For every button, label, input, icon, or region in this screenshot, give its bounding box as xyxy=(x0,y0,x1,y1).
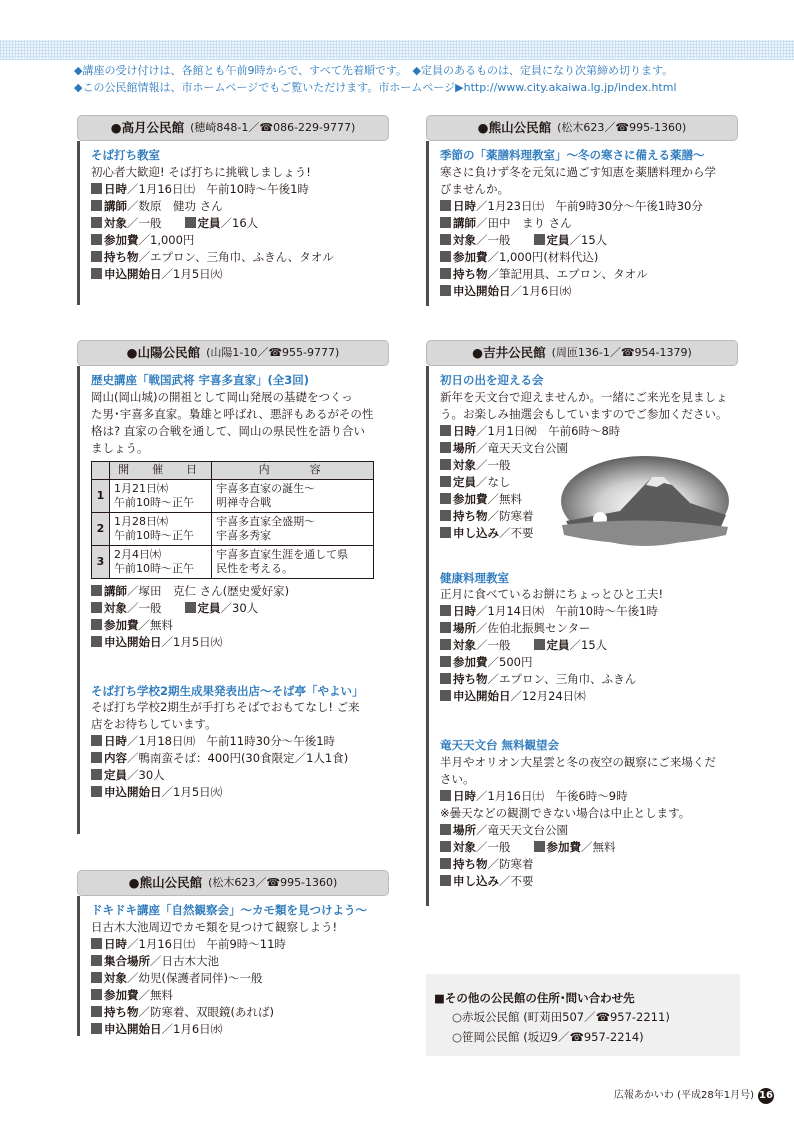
content-line: 宇喜多秀家 xyxy=(216,528,272,542)
square-bullet-icon xyxy=(91,619,102,630)
detail-row xyxy=(440,249,738,266)
session-content xyxy=(212,479,374,512)
detail-label: 定員 xyxy=(197,215,221,230)
detail-row xyxy=(91,784,389,801)
divider xyxy=(77,366,80,834)
hall-name: ●吉井公民館 xyxy=(472,344,546,360)
hall-name: ●山陽公民館 xyxy=(126,344,201,360)
program-intro: 正月に食べているお餅にちょっとひと工夫! xyxy=(440,587,664,602)
detail-label: 持ち物 xyxy=(453,672,488,687)
detail-value: ／1月5日㈫ xyxy=(161,266,223,281)
table-corner xyxy=(92,461,110,479)
detail-value: ／12月24日㈭ xyxy=(510,689,586,704)
hall-name: ●熊山公民館 xyxy=(477,119,552,135)
detail-label: 定員 xyxy=(453,474,476,489)
detail-value: ／防寒着 xyxy=(487,857,534,872)
detail-label: 申込開始日 xyxy=(453,283,511,298)
detail-label: 参加費 xyxy=(546,840,581,855)
detail-label: 場所 xyxy=(453,823,476,838)
other-halls-box xyxy=(426,974,740,1056)
program-title: 歴史講座「戦国武将 宇喜多直家」(全3回) xyxy=(91,373,310,387)
intro-line: 岡山(岡山城)の開祖として岡山発展の基礎をつくっ xyxy=(91,389,353,404)
detail-row xyxy=(91,953,389,970)
square-bullet-icon xyxy=(91,251,102,262)
intro-line: ましょう。 xyxy=(91,440,149,455)
square-bullet-icon xyxy=(91,268,102,279)
square-bullet-icon xyxy=(440,673,451,684)
sunrise-mountain-illustration xyxy=(560,455,730,547)
detail-label: 日時 xyxy=(453,789,476,804)
intro-line: 店をお待ちしています。 xyxy=(91,717,217,732)
detail-row xyxy=(440,788,738,805)
detail-row xyxy=(91,181,389,198)
detail-value: ／1月6日㈬ xyxy=(161,1021,223,1036)
detail-value: ／エプロン、三角巾、ふきん、タオル xyxy=(138,249,334,264)
detail-row xyxy=(91,232,389,249)
square-bullet-icon xyxy=(91,938,102,949)
detail-row xyxy=(440,232,738,249)
detail-label: 参加費 xyxy=(104,987,139,1002)
detail-label: 定員 xyxy=(546,232,570,247)
square-bullet-icon xyxy=(440,656,451,667)
detail-value: ／一般 xyxy=(127,600,185,615)
detail-row xyxy=(91,1004,389,1021)
intro-line: さい。 xyxy=(440,772,475,787)
session-number: 2 xyxy=(92,512,110,545)
detail-row xyxy=(440,198,738,215)
detail-label: 参加費 xyxy=(104,232,139,247)
square-bullet-icon xyxy=(91,955,102,966)
detail-row xyxy=(91,634,389,651)
detail-label: 対象 xyxy=(104,600,127,615)
detail-label: 講師 xyxy=(453,215,476,230)
detail-label: 日時 xyxy=(104,734,127,749)
section-header xyxy=(426,115,738,141)
detail-row xyxy=(91,970,389,987)
detail-value: ／田中 まり さん xyxy=(476,215,572,230)
detail-label: 講師 xyxy=(104,583,127,598)
square-bullet-icon xyxy=(440,605,451,616)
program-details xyxy=(440,198,738,300)
square-bullet-icon xyxy=(440,251,451,262)
detail-label: 対象 xyxy=(453,457,476,472)
square-bullet-icon xyxy=(91,1006,102,1017)
square-bullet-icon xyxy=(440,527,451,538)
square-bullet-icon xyxy=(440,476,451,487)
detail-row xyxy=(440,423,738,440)
other-hall-item: ○笹岡公民館 (坂辺9／☎957-2214) xyxy=(452,1029,644,1044)
table-row xyxy=(92,479,374,512)
detail-label: 内容 xyxy=(104,751,127,766)
detail-value: ／無料 xyxy=(581,840,616,855)
square-bullet-icon xyxy=(91,636,102,647)
detail-row xyxy=(440,603,738,620)
detail-label: 申込開始日 xyxy=(104,1021,162,1036)
square-bullet-icon xyxy=(91,217,102,228)
detail-row xyxy=(440,839,738,856)
square-bullet-icon xyxy=(440,442,451,453)
footer xyxy=(614,1088,774,1104)
square-bullet-icon xyxy=(440,510,451,521)
detail-value: ／15人 xyxy=(569,232,608,247)
section-takatsuki xyxy=(77,115,389,283)
detail-label: 申込開始日 xyxy=(453,689,511,704)
detail-value: ／数原 健功 さん xyxy=(127,198,223,213)
program-title: ドキドキ講座「自然観察会」～カモ類を見つけよう～ xyxy=(91,903,367,917)
content-line: 明禅寺合戦 xyxy=(216,495,272,509)
detail-row xyxy=(91,249,389,266)
publication-name: 広報あかいわ (平成28年1月号) xyxy=(613,1089,754,1101)
square-bullet-icon xyxy=(534,234,545,245)
square-bullet-icon xyxy=(91,234,102,245)
square-bullet-icon xyxy=(440,622,451,633)
divider xyxy=(426,141,429,306)
detail-label: 日時 xyxy=(453,198,476,213)
detail-row xyxy=(91,600,389,617)
program-title: 健康料理教室 xyxy=(440,570,509,585)
time-line: 午前10時～正午 xyxy=(114,495,194,509)
program-title: 季節の「薬膳料理教室」～冬の寒さに備える薬膳～ xyxy=(440,148,705,162)
square-bullet-icon xyxy=(440,234,451,245)
detail-value: ／30人 xyxy=(127,768,165,783)
hall-name: ●高月公民館 xyxy=(110,119,185,135)
square-bullet-icon xyxy=(91,786,102,797)
detail-label: 集合場所 xyxy=(104,953,150,968)
intro-line: 格は? 直家の合戦を通して、岡山の県民性を語り合い xyxy=(91,423,366,438)
program-intro xyxy=(440,164,738,198)
cancel-note: ※曇天などの観測できない場合は中止とします。 xyxy=(440,806,691,821)
detail-label: 対象 xyxy=(453,638,476,653)
detail-row xyxy=(91,198,389,215)
session-date xyxy=(110,512,212,545)
session-content xyxy=(212,545,374,578)
detail-row xyxy=(91,215,389,232)
program-title: 初日の出を迎える会 xyxy=(440,373,544,387)
detail-row xyxy=(440,873,738,890)
table-row xyxy=(92,512,374,545)
detail-row xyxy=(440,620,738,637)
intro-line: た男･宇喜多直家。梟雄と呼ばれ、悪評もあるがその性 xyxy=(91,406,374,421)
detail-row xyxy=(440,637,738,654)
detail-row xyxy=(440,283,738,300)
square-bullet-icon xyxy=(185,602,196,613)
detail-label: 申込開始日 xyxy=(104,266,162,281)
program-title: そば打ち学校2期生成果発表出店～そば亭「やよい」 xyxy=(91,683,364,698)
detail-value: ／一般 xyxy=(476,232,534,247)
detail-value: ／防寒着、双眼鏡(あれば) xyxy=(138,1004,274,1019)
program-intro xyxy=(440,754,738,788)
notice xyxy=(74,62,754,96)
section-header xyxy=(77,340,389,366)
detail-label: 申し込み xyxy=(453,874,499,889)
detail-label: 日時 xyxy=(453,604,476,619)
detail-label: 参加費 xyxy=(453,655,488,670)
detail-value: ／1,000円(材料代込) xyxy=(487,249,599,264)
intro-line: そば打ち学校2期生が手打ちそばでおもてなし! ご来 xyxy=(91,700,360,715)
square-bullet-icon xyxy=(440,200,451,211)
intro-line: う。お楽しみ抽選会もしていますのでご参加ください。 xyxy=(440,406,728,421)
program-details xyxy=(91,181,389,283)
square-bullet-icon xyxy=(440,824,451,835)
intro-line: 新年を天文台で迎えませんか。一緒にご来光を見ましょ xyxy=(440,389,728,404)
square-bullet-icon xyxy=(91,735,102,746)
detail-label: 定員 xyxy=(104,768,127,783)
program-details xyxy=(91,583,389,651)
detail-value: ／16人 xyxy=(220,215,259,230)
detail-row xyxy=(440,856,738,873)
program-details xyxy=(440,822,738,890)
program-title: 竜天天文台 無料観望会 xyxy=(440,738,560,753)
content-line: 民性を考える。 xyxy=(216,561,294,575)
detail-label: 対象 xyxy=(104,215,127,230)
detail-value: ／1月14日㈭ 午前10時～午後1時 xyxy=(476,604,658,619)
session-date xyxy=(110,545,212,578)
square-bullet-icon xyxy=(91,585,102,596)
detail-value: ／なし xyxy=(476,474,511,489)
detail-value: ／鴨南蛮そば：400円(30食限定／1人1食) xyxy=(127,751,349,766)
detail-row xyxy=(440,671,738,688)
program-intro xyxy=(91,699,389,733)
detail-row xyxy=(440,654,738,671)
table-header: 開 催 日 xyxy=(110,461,212,479)
divider xyxy=(77,896,80,1036)
detail-value: ／エプロン、三角巾、ふきん xyxy=(487,672,637,687)
detail-value: ／1月23日㈯ 午前9時30分～午後1時30分 xyxy=(476,198,703,213)
intro-line: びませんか。 xyxy=(440,181,509,196)
date-line: 1月21日㈭ xyxy=(114,481,168,495)
square-bullet-icon xyxy=(440,493,451,504)
square-bullet-icon xyxy=(91,1023,102,1034)
detail-value: ／竜天天文台公園 xyxy=(476,823,568,838)
detail-row xyxy=(440,215,738,232)
detail-value: ／竜天天文台公園 xyxy=(476,440,568,455)
detail-value: ／不要 xyxy=(499,874,534,889)
detail-value: ／一般 xyxy=(127,215,185,230)
square-bullet-icon xyxy=(534,841,545,852)
detail-label: 持ち物 xyxy=(104,1004,139,1019)
detail-label: 定員 xyxy=(546,638,570,653)
section-kumayama-right xyxy=(426,115,738,300)
program-details xyxy=(91,733,389,801)
table-header: 内 容 xyxy=(212,461,374,479)
square-bullet-icon xyxy=(440,268,451,279)
table-row xyxy=(92,545,374,578)
program-details xyxy=(440,788,738,805)
detail-row xyxy=(91,987,389,1004)
time-line: 午前10時～正午 xyxy=(114,528,194,542)
square-bullet-icon xyxy=(440,875,451,886)
detail-label: 持ち物 xyxy=(453,266,488,281)
detail-row xyxy=(91,733,389,750)
hall-address: (松木623／☎995-1360) xyxy=(208,876,338,890)
hall-address: (山陽1-10／☎955-9777) xyxy=(206,346,340,360)
detail-label: 持ち物 xyxy=(104,249,139,264)
detail-value: ／1月5日㈫ xyxy=(161,634,223,649)
detail-label: 持ち物 xyxy=(453,508,488,523)
square-bullet-icon xyxy=(440,459,451,470)
detail-label: 場所 xyxy=(453,440,476,455)
other-hall-item: ○赤坂公民館 (町苅田507／☎957-2211) xyxy=(452,1009,670,1024)
detail-label: 申し込み xyxy=(453,525,499,540)
divider xyxy=(77,141,80,305)
detail-label: 対象 xyxy=(453,840,476,855)
program-intro xyxy=(91,389,389,457)
detail-value: ／一般 xyxy=(476,638,534,653)
detail-row xyxy=(91,767,389,784)
square-bullet-icon xyxy=(440,690,451,701)
date-line: 2月4日㈭ xyxy=(114,547,161,561)
detail-value: ／500円 xyxy=(487,655,533,670)
time-line: 午前10時～正午 xyxy=(114,561,194,575)
detail-value: ／1月1日㈷ 午前6時～8時 xyxy=(476,423,621,438)
intro-line: 半月やオリオン大星雲と冬の夜空の観察にご来場くだ xyxy=(440,755,716,770)
detail-row xyxy=(91,617,389,634)
square-bullet-icon xyxy=(534,639,545,650)
detail-value: ／無料 xyxy=(138,987,173,1002)
detail-row xyxy=(91,1021,389,1038)
square-bullet-icon xyxy=(91,200,102,211)
header-band xyxy=(0,40,794,60)
detail-value: ／30人 xyxy=(220,600,259,615)
square-bullet-icon xyxy=(91,769,102,780)
detail-label: 対象 xyxy=(453,232,476,247)
detail-label: 申込開始日 xyxy=(104,634,162,649)
detail-value: ／一般 xyxy=(476,457,511,472)
content-line: 宇喜多直家生涯を通して県 xyxy=(216,547,349,561)
section-kumayama-left xyxy=(77,870,389,1038)
square-bullet-icon xyxy=(440,858,451,869)
detail-value: ／筆記用具、エプロン、タオル xyxy=(487,266,648,281)
square-bullet-icon xyxy=(91,752,102,763)
section-header xyxy=(77,115,389,141)
square-bullet-icon xyxy=(440,841,451,852)
detail-label: 持ち物 xyxy=(453,857,488,872)
square-bullet-icon xyxy=(440,639,451,650)
detail-row xyxy=(91,750,389,767)
detail-value: ／日古木大池 xyxy=(150,953,219,968)
square-bullet-icon xyxy=(91,602,102,613)
detail-label: 定員 xyxy=(197,600,221,615)
detail-value: ／佐伯北振興センター xyxy=(476,621,591,636)
detail-value: ／不要 xyxy=(499,525,534,540)
detail-value: ／無料 xyxy=(138,617,173,632)
detail-value: ／幼児(保護者同伴)～一般 xyxy=(127,970,263,985)
detail-value: ／1,000円 xyxy=(138,232,195,247)
detail-label: 日時 xyxy=(104,181,127,196)
square-bullet-icon xyxy=(440,425,451,436)
detail-row xyxy=(91,266,389,283)
detail-value: ／15人 xyxy=(569,638,608,653)
detail-value: ／1月16日㈯ 午前9時～11時 xyxy=(127,936,286,951)
detail-row xyxy=(440,688,738,705)
detail-label: 場所 xyxy=(453,621,476,636)
schedule-table xyxy=(91,461,374,579)
detail-row xyxy=(91,583,389,600)
section-header xyxy=(426,340,738,366)
square-bullet-icon xyxy=(440,217,451,228)
program-intro: 初心者大歓迎! そば打ちに挑戦しましょう! xyxy=(91,164,311,179)
detail-value: ／塚田 克仁 さん(歴史愛好家) xyxy=(127,583,290,598)
detail-label: 申込開始日 xyxy=(104,785,162,800)
divider xyxy=(426,366,429,906)
date-line: 1月28日㈭ xyxy=(114,514,168,528)
square-bullet-icon xyxy=(440,790,451,801)
detail-value: ／1月18日㈪ 午前11時30分～午後1時 xyxy=(127,734,336,749)
square-bullet-icon xyxy=(91,989,102,1000)
program-intro: 日古木大池周辺でカモ類を見つけて観察しよう! xyxy=(91,919,338,934)
detail-label: 日時 xyxy=(104,936,127,951)
square-bullet-icon xyxy=(91,183,102,194)
content-line: 宇喜多直家の誕生～ xyxy=(216,481,316,495)
session-date xyxy=(110,479,212,512)
square-bullet-icon xyxy=(91,972,102,983)
square-bullet-icon xyxy=(440,285,451,296)
program-title: そば打ち教室 xyxy=(91,148,160,162)
square-bullet-icon xyxy=(185,217,196,228)
detail-label: 参加費 xyxy=(104,617,139,632)
hall-address: (周匝136-1／☎954-1379) xyxy=(551,346,692,360)
section-yoshii xyxy=(426,340,738,890)
detail-row xyxy=(440,266,738,283)
notice-line: ◆講座の受け付けは、各館とも午前9時からで、すべて先着順です。 ◆定員のあるものは、定員になり次第締め切ります。 xyxy=(74,64,674,77)
section-header xyxy=(77,870,389,896)
detail-row xyxy=(91,936,389,953)
detail-label: 参加費 xyxy=(453,491,488,506)
detail-value: ／1月6日㈬ xyxy=(510,283,572,298)
detail-value: ／1月16日㈯ 午前10時～午後1時 xyxy=(127,181,309,196)
section-sanyo xyxy=(77,340,389,801)
content-line: 宇喜多直家全盛期～ xyxy=(216,514,316,528)
program-details xyxy=(91,936,389,1038)
detail-row xyxy=(440,822,738,839)
program-intro xyxy=(440,389,738,423)
detail-value: ／1月16日㈯ 午後6時～9時 xyxy=(476,789,628,804)
hall-address: (松木623／☎995-1360) xyxy=(557,121,687,135)
detail-label: 講師 xyxy=(104,198,127,213)
detail-value: ／1月5日㈫ xyxy=(161,785,223,800)
session-number: 1 xyxy=(92,479,110,512)
intro-line: 寒さに負けず冬を元気に過ごす知恵を薬膳料理から学 xyxy=(440,164,716,179)
hall-name: ●熊山公民館 xyxy=(128,874,203,890)
detail-label: 対象 xyxy=(104,970,127,985)
program-details xyxy=(440,603,738,705)
detail-value: ／一般 xyxy=(476,840,534,855)
detail-label: 参加費 xyxy=(453,249,488,264)
notice-line: ◆この公民館情報は、市ホームページでもご覧いただけます。市ホームページ▶http://www.city.akaiwa.lg.jp/index.html xyxy=(74,81,677,94)
other-halls-title: ■その他の公民館の住所･問い合わせ先 xyxy=(434,991,635,1005)
session-number: 3 xyxy=(92,545,110,578)
detail-label: 日時 xyxy=(453,423,476,438)
detail-value: ／防寒着 xyxy=(487,508,534,523)
hall-address: (穂崎848-1／☎086-229-9777) xyxy=(190,121,356,135)
detail-value: ／無料 xyxy=(487,491,522,506)
session-content xyxy=(212,512,374,545)
page-number: 16 xyxy=(758,1088,774,1104)
